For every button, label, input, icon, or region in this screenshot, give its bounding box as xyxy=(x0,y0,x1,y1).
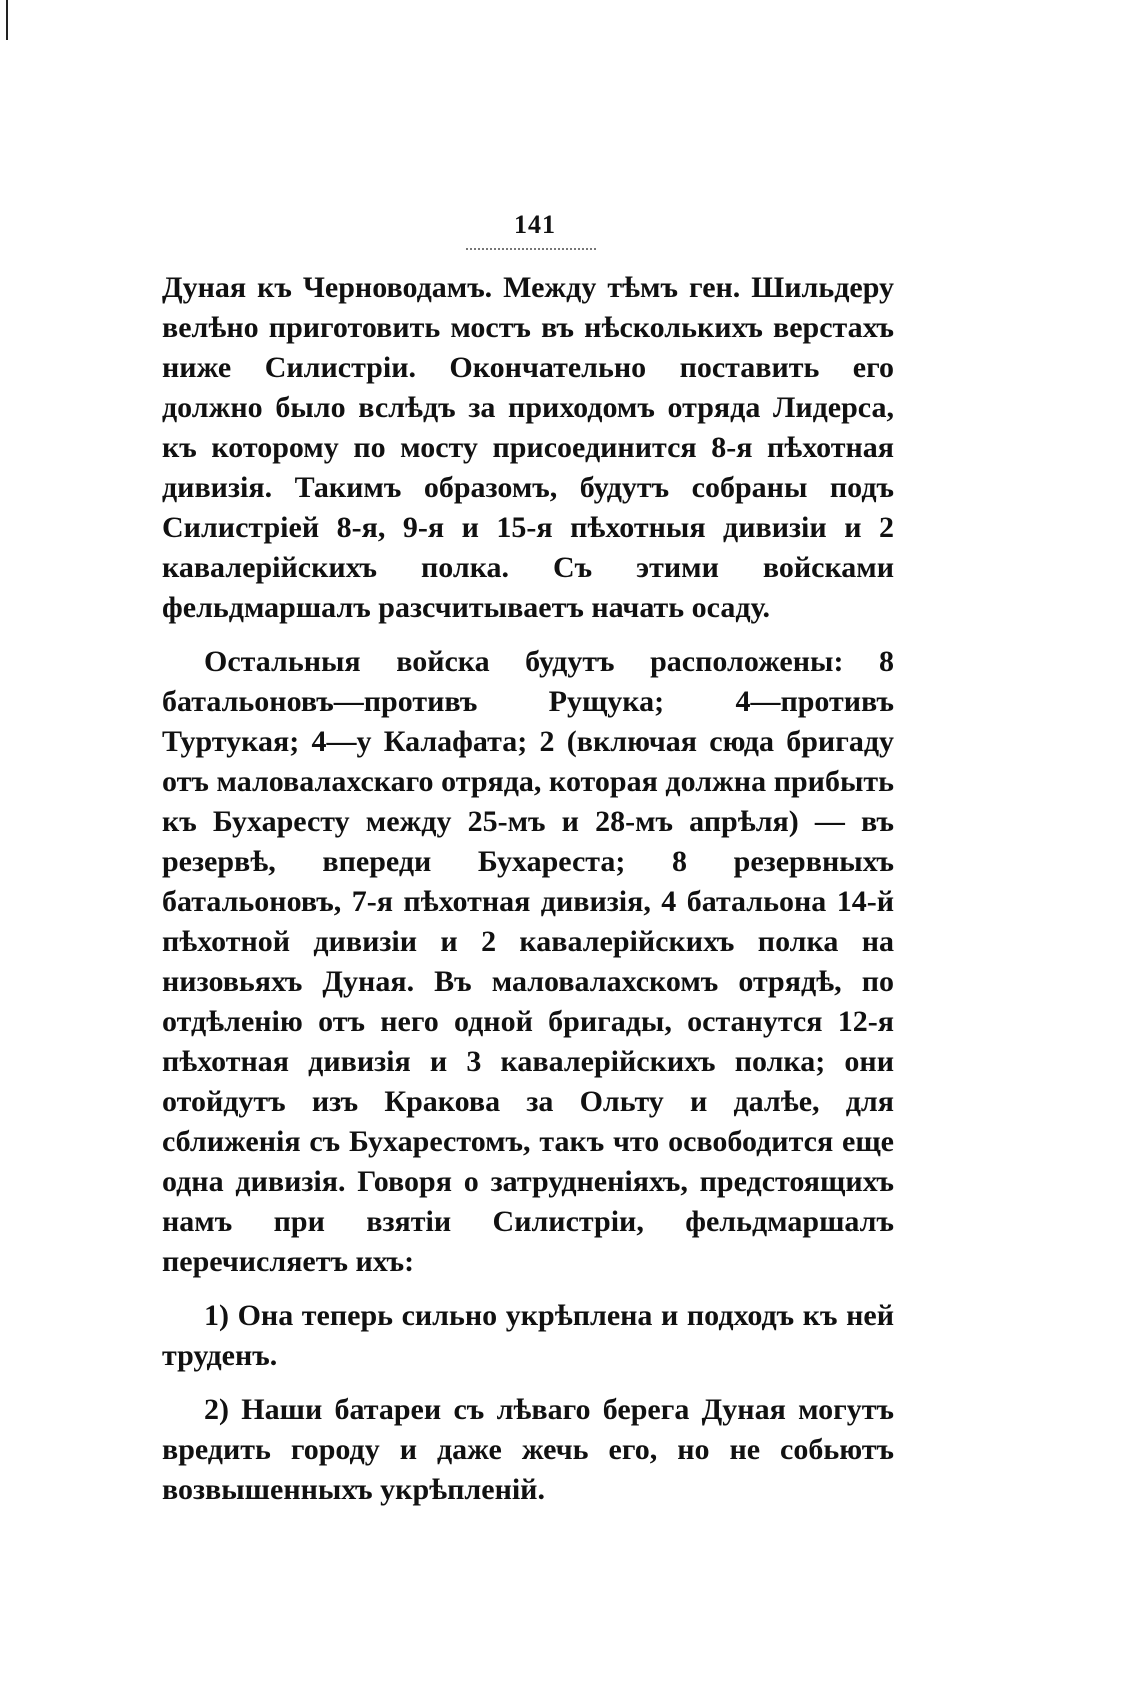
page-number-ornament xyxy=(466,242,596,250)
scan-edge-mark xyxy=(6,0,8,40)
paragraph-continuation: Дуная къ Черноводамъ. Между тѣмъ ген. Шильдеру велѣно приготовить мостъ въ нѣсколькихъ верстахъ ниже Силистріи. Окончательно поставить его должно было вслѣдъ за приходомъ отряда Лидерса, къ которому по мосту присоединится 8-я пѣхотная дивизія. Такимъ образомъ, будутъ собраны подъ Силистріей 8-я, 9-я и 15-я пѣхотныя дивизіи и 2 кавалерійскихъ полка. Съ этими войсками фельдмаршалъ разсчитываетъ начать осаду. xyxy=(162,271,894,624)
paragraph-point-2: 2) Наши батареи съ лѣваго берега Дуная могутъ вредить городу и даже жечь его, но не собьютъ возвышенныхъ укрѣпленій. xyxy=(162,1393,894,1506)
paragraph-troops: Остальныя войска будутъ расположены: 8 батальоновъ—противъ Рущука; 4—противъ Туртукая; 4—у Калафата; 2 (включая сюда бригаду отъ маловалахскаго отряда, которая должна прибыть къ Бухаресту между 25-мъ и 28-мъ апрѣля) — въ резервѣ, впереди Бухареста; 8 резервныхъ батальоновъ, 7-я пѣхотная дивизія, 4 батальона 14-й пѣхотной дивизіи и 2 кавалерійскихъ полка на низовьяхъ Дуная. Въ маловалахскомъ отрядѣ, по отдѣленію отъ него одной бригады, останутся 12-я пѣхотная дивизія и 3 кавалерійскихъ полка; они отойдутъ изъ Кракова за Ольту и далѣе, для сближенія съ Бухарестомъ, такъ что освободится еще одна дивизія. Говоря о затрудненіяхъ, предстоящихъ намъ при взятіи Силистріи, фельдмаршалъ перечисляетъ ихъ: xyxy=(162,645,894,1278)
body-text xyxy=(162,268,894,1510)
page-number: 141 xyxy=(514,210,556,239)
paragraph-point-1: 1) Она теперь сильно укрѣплена и подходъ къ ней труденъ. xyxy=(162,1299,894,1372)
